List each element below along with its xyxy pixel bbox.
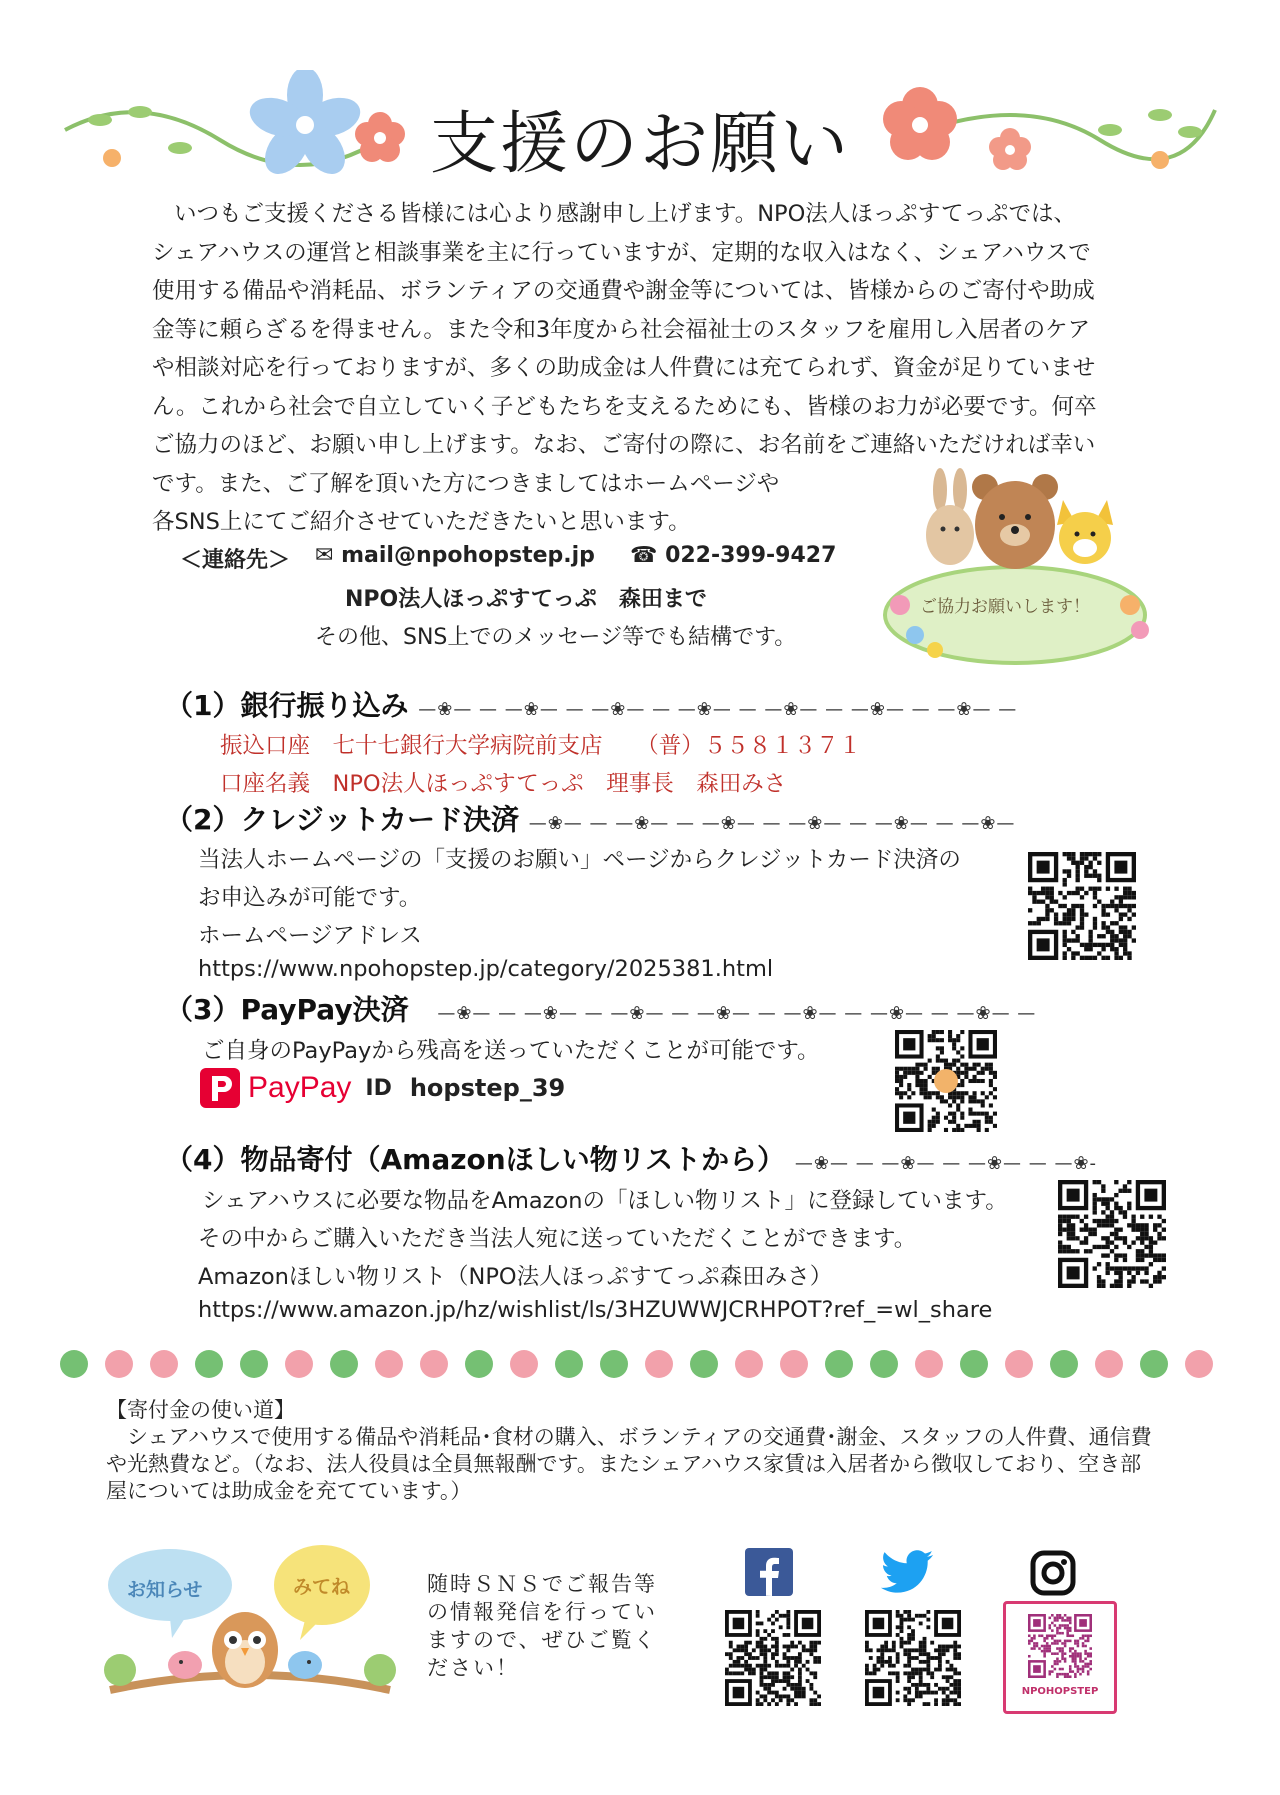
flower-divider: —❀— — —❀— — —❀— — —❀— — —❀— — —❀— — —❀— — <box>418 699 1018 720</box>
section-goods-heading <box>165 1138 1097 1178</box>
instagram-qr-code <box>1028 1614 1092 1678</box>
credit-line: お申込みが可能です。 <box>198 885 422 911</box>
twitter-qr-code[interactable] <box>865 1610 961 1706</box>
intro-line: ご協力のほど、お願い申し上げます。なお、ご寄付の際に、お名前をご連絡いただければ幸い <box>152 432 1096 458</box>
section-credit-title: （2）クレジットカード決済 <box>165 803 519 836</box>
mail-icon: ✉ <box>315 543 342 568</box>
paypay-qr-code[interactable] <box>895 1030 997 1132</box>
intro-line: 各SNS上にてご紹介させていただきたいと思います。 <box>152 509 691 535</box>
contact-label: ＜連絡先＞ <box>180 548 291 573</box>
paypay-logo <box>200 1068 565 1108</box>
bank-account-line: 振込口座 七十七銀行大学病院前支店 （普）５５８１３７１ <box>220 733 862 759</box>
sns-text-line: ださい！ <box>427 1656 519 1680</box>
bank-name-line: 口座名義 NPO法人ほっぷすてっぷ 理事長 森田みさ <box>220 771 787 797</box>
support-banner: ご協力お願いします！ <box>920 597 1090 617</box>
facebook-qr-code[interactable] <box>725 1610 821 1706</box>
intro-line: 使用する備品や消耗品、ボランティアの交通費や謝金等については、皆様からのご寄付や助成 <box>152 278 1095 304</box>
intro-line: 金等に頼らざるを得ません。また令和3年度から社会福祉士のスタッフを雇用し入居者のケア <box>152 316 1091 343</box>
contact-phone[interactable]: 022-399-9427 <box>665 543 837 568</box>
intro-line: いつもご支援くださる皆様には心より感謝申し上げます。NPO法人ほっぷすてっぷでは、 <box>174 201 1076 227</box>
paypay-icon <box>200 1068 240 1108</box>
sns-text <box>427 1570 667 1682</box>
goods-line: Amazonほしい物リスト（NPO法人ほっぷすてっぷ森田みさ） <box>198 1264 833 1290</box>
usage-line: 屋については助成金を充てています。） <box>106 1479 472 1503</box>
credit-line: 当法人ホームページの「支援のお願い」ページからクレジットカード決済の <box>198 847 961 873</box>
sns-text-line: 随時ＳＮＳでご報告等 <box>427 1572 657 1596</box>
contact-mail[interactable]: mail@npohopstep.jp <box>341 543 595 568</box>
goods-line: シェアハウスに必要な物品をAmazonの「ほしい物リスト」に登録しています。 <box>202 1188 1008 1214</box>
page-title: 支援のお願い <box>429 105 850 184</box>
bubble-look: みてね <box>293 1576 351 1598</box>
usage-line: や光熱費など。（なお、法人役員は全員無報酬です。またシェアハウス家賃は入居者から徴収しており、空き部 <box>106 1452 1142 1476</box>
bubble-news: お知らせ <box>127 1579 203 1601</box>
flower-divider: —❀— — —❀— — —❀— — —❀— — —❀— — —❀— <box>528 813 1016 834</box>
instagram-label: NPOHOPSTEP <box>1021 1686 1099 1697</box>
paypay-logo-text: PayPay <box>248 1071 352 1104</box>
phone-icon: ☎ <box>630 543 666 568</box>
dot-divider <box>58 1348 1228 1380</box>
instagram-qr-card[interactable] <box>1003 1601 1117 1714</box>
facebook-icon[interactable] <box>745 1548 793 1596</box>
contact-mail-row <box>315 543 595 568</box>
credit-qr-code[interactable] <box>1028 852 1136 960</box>
intro-line: シェアハウスの運営と相談事業を主に行っていますが、定期的な収入はなく、シェアハウスで <box>152 239 1091 266</box>
sns-text-line: の情報発信を行ってい <box>427 1600 657 1624</box>
flower-divider: —❀— — —❀— — —❀— — —❀— — —❀— — —❀— — —❀— — <box>418 1003 1037 1024</box>
usage-heading: 【寄付金の使い道】 <box>106 1398 295 1422</box>
amazon-qr-code[interactable] <box>1058 1180 1166 1288</box>
twitter-icon[interactable] <box>880 1550 934 1594</box>
usage-line: シェアハウスで使用する備品や消耗品･食材の購入、ボランティアの交通費･謝金、スタッフの人件費、通信費 <box>106 1425 1152 1449</box>
paypay-line: ご自身のPayPayから残高を送っていただくことが可能です。 <box>202 1038 820 1064</box>
instagram-icon[interactable] <box>1030 1550 1076 1596</box>
contact-phone-row <box>630 543 836 568</box>
paypay-id-label: ID <box>365 1075 392 1101</box>
intro-line: ん。これから社会で自立していく子どもたちを支えるためにも、皆様のお力が必要です。何卒 <box>152 393 1097 420</box>
section-goods-title: （4）物品寄付（Amazonほしい物リストから） <box>165 1143 786 1176</box>
sns-text-line: ますので、ぜひご覧く <box>427 1628 657 1652</box>
section-bank-heading <box>165 684 1017 724</box>
section-bank-title: （1）銀行振り込み <box>165 689 409 722</box>
paypay-id-value[interactable]: hopstep_39 <box>409 1074 566 1102</box>
flower-divider: —❀— — —❀— — —❀— — —❀- <box>794 1153 1098 1174</box>
section-credit-heading <box>165 798 1015 838</box>
contact-org: NPO法人ほっぷすてっぷ 森田まで <box>345 587 707 612</box>
credit-line: ホームページアドレス <box>198 923 422 949</box>
usage-section <box>106 1397 1186 1505</box>
owl-illustration <box>100 1540 400 1720</box>
animals-illustration <box>875 465 1165 675</box>
intro-line: です。また、ご了解を頂いた方につきましてはホームページや <box>152 470 780 497</box>
goods-url[interactable]: https://www.amazon.jp/hz/wishlist/ls/3HZUWWJCRHPOT?ref_=wl_share <box>198 1297 993 1323</box>
goods-line: その中からご購入いただき当法人宛に送っていただくことができます。 <box>198 1226 917 1252</box>
section-paypay-title: （3）PayPay決済 <box>165 993 409 1026</box>
intro-line: や相談対応を行っておりますが、多くの助成金は人件費には充てられず、資金が足りていませ <box>152 355 1096 381</box>
credit-url[interactable]: https://www.npohopstep.jp/category/2025381.html <box>198 956 774 982</box>
section-paypay-heading <box>165 988 1036 1028</box>
contact-note: その他、SNS上でのメッセージ等でも結構です。 <box>315 625 797 650</box>
